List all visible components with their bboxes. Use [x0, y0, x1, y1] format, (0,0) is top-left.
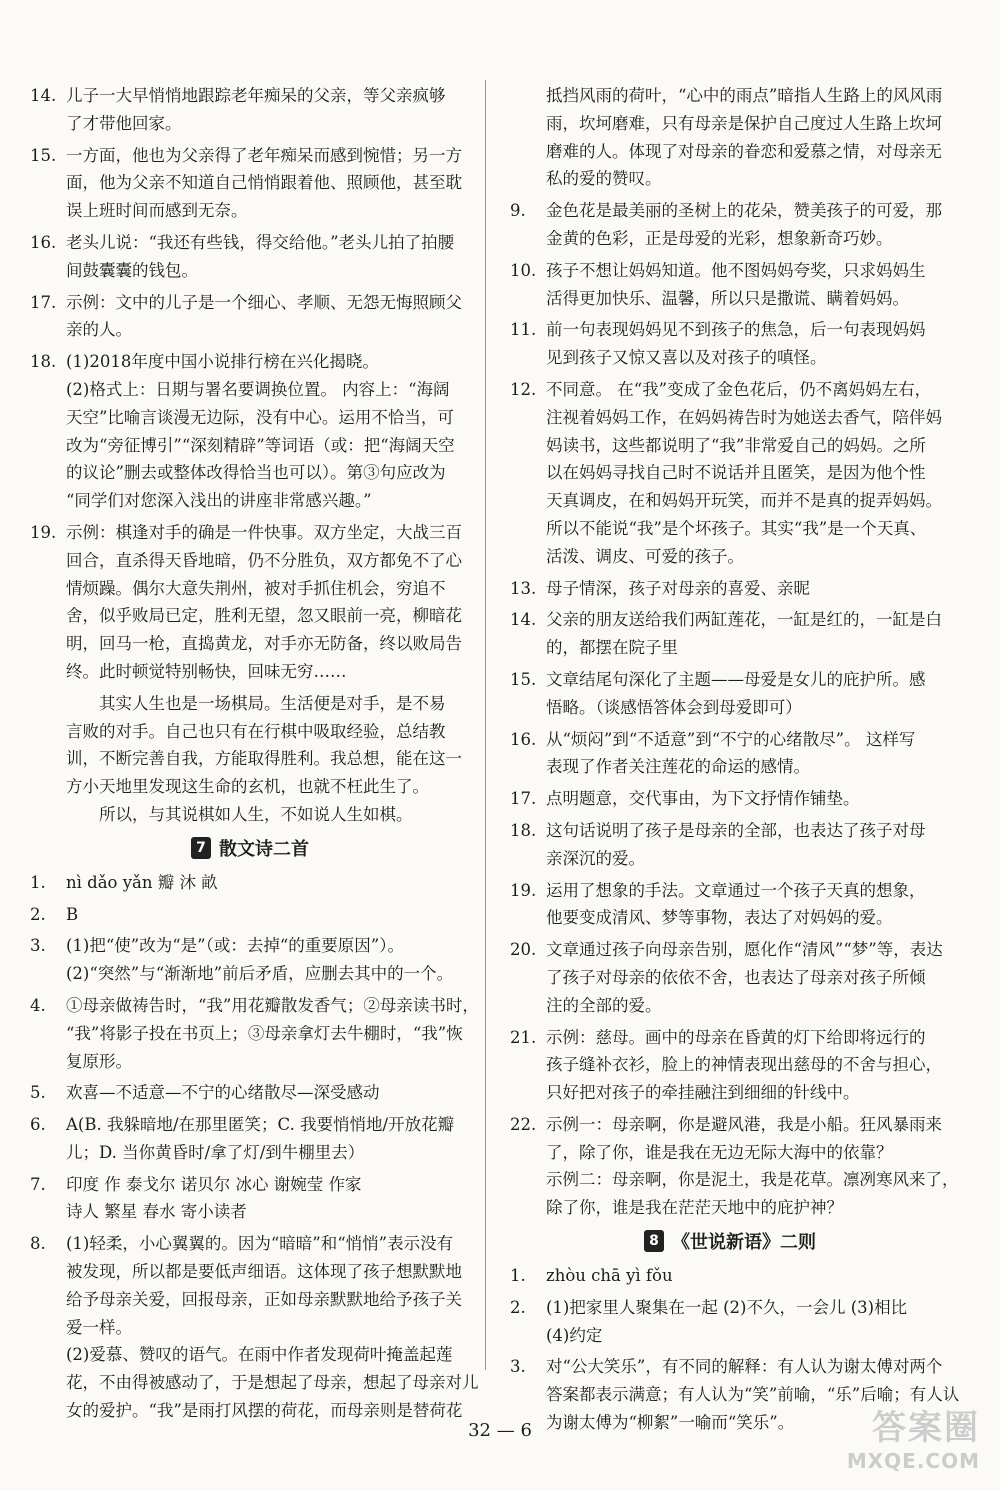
answer-number: 19. [30, 522, 57, 542]
answer-line: 老头儿说：“我还有些钱，得交给他。”老头儿拍了拍腰 [66, 232, 455, 252]
answer-line: 儿；D. 当你黄昏时/拿了灯/到牛棚里去） [66, 1142, 365, 1162]
answer-line: 天空”比喻言谈漫无边际，没有中心。运用不恰当，可 [66, 407, 454, 427]
answer-line: 情烦躁。偶尔大意失荆州，被对手抓住机会，穷追不 [66, 578, 446, 598]
answer-line: 给予母亲关爱，回报母亲，正如母亲默默地给予孩子关 [66, 1289, 462, 1309]
answer-line: 对“公大笑乐”，有不同的解释：有人认为谢太傅对两个 [546, 1357, 943, 1377]
section-number-badge: 8 [644, 1230, 664, 1252]
answer-line: (4)约定 [546, 1325, 603, 1345]
text-line: 抵挡风雨的荷叶，“心中的雨点”暗指人生路上的风风雨 [546, 86, 943, 105]
answer-line: 妈读书，这些都说明了“我”非常爱自己的妈妈。之所 [546, 435, 926, 455]
answer-item [30, 1230, 479, 1425]
section-number-badge: 7 [191, 837, 211, 859]
answer-line: (1)把家里人聚集在一起 (2)不久，一会儿 (3)相比 [546, 1297, 908, 1317]
answer-line: 所以不能说“我”是个坏孩子。其实“我”是一个天真、 [546, 518, 927, 538]
answer-line: zhòu chā yì fǒu [546, 1266, 673, 1286]
right-column [510, 82, 960, 1441]
answer-line: 亲深沉的爱。 [546, 848, 645, 868]
answer-line: 女的爱护。“我”是雨打风摆的荷花，而母亲则是替荷花 [66, 1401, 463, 1421]
answer-item [30, 901, 470, 929]
answer-number: 6. [30, 1115, 46, 1135]
answer-line: 不同意。 在“我”变成了金色花后，仍不离妈妈左右， [546, 379, 932, 399]
answer-line: 以在妈妈寻找自己时不说话并且匿笑，是因为他个性 [546, 463, 926, 483]
answer-number: 3. [30, 936, 46, 956]
column-divider [485, 80, 486, 1370]
text-line: 训，不断完善自我，方能取得胜利。我总想，能在这一 [66, 749, 462, 769]
answer-line: 的，都摆在院子里 [546, 638, 678, 658]
answer-item [510, 376, 950, 571]
answer-line: 只好把对孩子的牵挂融注到细细的针线中。 [546, 1083, 860, 1103]
answer-line: 欢喜—不适意—不宁的心绪散尽—深受感动 [66, 1083, 380, 1103]
answer-line: 复原形。 [66, 1051, 132, 1071]
answer-line: 示例：棋逢对手的确是一件快事。双方坐定，大战三百 [66, 522, 462, 542]
answer-item [510, 1262, 950, 1290]
answer-line: 悟略。（谈感悟答体会到母爱即可） [546, 697, 802, 717]
answer-item [510, 1294, 950, 1350]
answer-line: 他要变成清风、梦等事物，表达了对妈妈的爱。 [546, 908, 893, 928]
answer-item [510, 817, 950, 873]
answer-line: 明，回马一枪，直捣黄龙，对手亦无防备，终以败局告 [66, 634, 462, 654]
answer-line: ①母亲做祷告时，“我”用花瓣散发香气；②母亲读书时， [66, 995, 479, 1015]
answer-line: 父亲的朋友送给我们两缸莲花，一缸是红的，一缸是白 [546, 610, 942, 630]
answer-number: 9. [510, 201, 526, 221]
answer-number: 20. [510, 940, 537, 960]
answer-line: 舍，似乎败局已定，胜利无望，忽又眼前一亮，柳暗花 [66, 606, 462, 626]
answer-number: 4. [30, 995, 46, 1015]
answer-line: nì dǎo yǎn 瓣 沐 畝 [66, 872, 218, 892]
answer-line: 面，他为父亲不知道自己悄悄跟着他、照顾他，甚至耽 [66, 173, 462, 193]
watermark-url: MXQE.COM [846, 1449, 980, 1473]
answer-number: 18. [510, 820, 537, 840]
page-number: 32 — 6 [468, 1420, 532, 1441]
answer-number: 15. [510, 669, 537, 689]
answer-line: 活泼、调皮、可爱的孩子。 [546, 546, 744, 566]
essay-paragraph [30, 690, 470, 829]
answer-line: 运用了想象的手法。文章通过一个孩子天真的想象， [546, 880, 926, 900]
section-heading [510, 1226, 950, 1256]
left-column [30, 82, 479, 1429]
answer-number: 12. [510, 379, 537, 399]
answer-line: 终。此时顿觉特别畅快，回味无穷…… [66, 661, 347, 681]
answer-number: 7. [30, 1174, 46, 1194]
answer-line: 见到孩子又惊又喜以及对孩子的嗔怪。 [546, 348, 827, 368]
answer-line: 表现了作者关注莲花的命运的感情。 [546, 757, 810, 777]
answer-line: 点明题意，交代事由，为下文抒情作铺垫。 [546, 789, 860, 809]
answer-number: 3. [510, 1357, 526, 1377]
answer-number: 14. [510, 610, 537, 630]
continued-answer [510, 82, 950, 193]
answer-number: 8. [30, 1234, 46, 1254]
section-heading [30, 833, 470, 863]
answer-number: 19. [510, 880, 537, 900]
answer-item [30, 519, 470, 686]
answer-item [30, 82, 470, 138]
answer-number: 16. [510, 729, 537, 749]
answer-item [510, 257, 950, 313]
section-title: 散文诗二首 [219, 838, 309, 860]
answer-number: 5. [30, 1083, 46, 1103]
answer-item [30, 1111, 470, 1167]
answer-item [510, 785, 950, 813]
answer-line: (1)2018年度中国小说排行榜在兴化揭晓。 [66, 352, 379, 372]
answer-number: 2. [510, 1297, 526, 1317]
answer-item [510, 666, 950, 722]
answer-line: 文章结尾句深化了主题——母爱是女儿的庇护所。感 [546, 669, 926, 689]
answer-number: 14. [30, 86, 57, 105]
answer-line: A(B. 我躲暗地/在那里匿笑；C. 我要悄悄地/开放花瓣 [66, 1115, 455, 1135]
answer-item [510, 1111, 959, 1222]
answer-line: (1)轻柔，小心翼翼的。因为“暗暗”和“悄悄”表示没有 [66, 1234, 454, 1254]
answer-number: 17. [30, 292, 57, 312]
answer-item [30, 1079, 470, 1107]
answer-line: 孩子缝补衣衫，脸上的神情表现出慈母的不舍与担心， [546, 1055, 942, 1075]
answer-line: B [66, 904, 79, 924]
answer-line: “我”将影子投在书页上；③母亲拿灯去牛棚时，“我”恢 [66, 1023, 463, 1043]
text-line: 言败的对手。自己也只有在行棋中吸取经验，总结教 [66, 721, 446, 741]
text-line: 方小天地里发现这生命的玄机，也就不枉此生了。 [66, 777, 429, 797]
answer-item [510, 197, 950, 253]
answer-line: 花，不由得被感动了，于是想起了母亲，想起了母亲对儿 [66, 1373, 479, 1393]
answer-item [30, 932, 470, 988]
section-title: 《世说新语》二则 [672, 1232, 816, 1254]
answer-line: 金色花是最美丽的圣树上的花朵，赞美孩子的可爱，那 [546, 201, 942, 221]
answer-line: 儿子一大早悄悄地跟踪老年痴呆的父亲，等父亲疯够 [66, 86, 446, 105]
text-line: 所以，与其说棋如人生，不如说人生如棋。 [99, 804, 413, 824]
text-line: 雨，坎坷磨难，只有母亲是保护自己度过人生路上坎坷 [546, 113, 942, 133]
answer-line: 爱一样。 [66, 1317, 132, 1337]
answer-number: 11. [510, 320, 537, 340]
answer-item [510, 606, 950, 662]
answer-item [30, 869, 470, 897]
answer-line: 金黄的色彩，正是母爱的光彩，想象新奇巧妙。 [546, 228, 893, 248]
answer-line: 了才带他回家。 [66, 113, 182, 133]
answer-line: 答案都表示满意；有人认为“笑”前喻，“乐”后喻；有人认 [546, 1385, 960, 1405]
answer-item [30, 229, 470, 285]
answer-item [510, 316, 950, 372]
answer-number: 2. [30, 904, 46, 924]
answer-line: 天真调皮，在和妈妈开玩笑，而并不是真的捉弄妈妈。 [546, 491, 942, 511]
answer-item [30, 992, 479, 1075]
answer-line: (2)“突然”与“渐渐地”前后矛盾，应删去其中的一个。 [66, 964, 454, 984]
answer-line: 诗人 繁星 春水 寄小读者 [66, 1202, 247, 1222]
answer-line: 示例：文中的儿子是一个细心、孝顺、无怨无悔照顾父 [66, 292, 462, 312]
answer-item [510, 877, 950, 933]
answer-line: (2)格式上：日期与署名要调换位置。 内容上：“海阔 [66, 379, 450, 399]
answer-line: (2)爱慕、赞叹的语气。在雨中作者发现荷叶掩盖起莲 [66, 1345, 453, 1365]
watermark-text: 答案圈 [872, 1408, 980, 1448]
watermark-logo [790, 1400, 980, 1480]
answer-line: (1)把“使”改为“是”（或：去掉“的重要原因”）。 [66, 936, 404, 956]
answer-line: 印度 作 泰戈尔 诺贝尔 冰心 谢婉莹 作家 [66, 1174, 362, 1194]
answer-line: 示例二：母亲啊，你是泥土，我是花草。凛冽寒风来了， [546, 1170, 959, 1190]
answer-line: 误上班时间而感到无奈。 [66, 201, 248, 221]
answer-item [30, 348, 470, 515]
answer-item [510, 575, 950, 603]
answer-number: 1. [510, 1266, 526, 1286]
answer-item [510, 936, 950, 1019]
answer-line: 注视着妈妈工作，在妈妈祷告时为她送去香气，陪伴妈 [546, 407, 942, 427]
answer-line: 改为“旁征博引”“深刻精辟”等词语（或：把“海阔天空 [66, 435, 455, 455]
text-line: 其实人生也是一场棋局。生活便是对手，是不易 [99, 693, 446, 713]
answer-line: 示例：慈母。画中的母亲在昏黄的灯下给即将远行的 [546, 1027, 926, 1047]
answer-line: 注的全部的爱。 [546, 995, 662, 1015]
answer-number: 16. [30, 232, 57, 252]
answer-line: 回合，直杀得天昏地暗，仍不分胜负，双方都免不了心 [66, 550, 462, 570]
answer-item [510, 726, 950, 782]
answer-line: 孩子不想让妈妈知道。他不图妈妈夸奖，只求妈妈生 [546, 260, 926, 280]
answer-line: 了，除了你，谁是我在无边无际大海中的依靠？ [546, 1142, 893, 1162]
answer-line: 这句话说明了孩子是母亲的全部，也表达了孩子对母 [546, 820, 926, 840]
answer-line: 前一句表现妈妈见不到孩子的焦急，后一句表现妈妈 [546, 320, 926, 340]
answer-line: 一方面，他也为父亲得了老年痴呆而感到惋惜；另一方 [66, 145, 462, 165]
answer-item [30, 142, 470, 225]
answer-line: 除了你，谁是我在茫茫天地中的庇护神？ [546, 1198, 843, 1218]
answer-number: 21. [510, 1027, 537, 1047]
answer-item [510, 1024, 950, 1107]
answer-number: 13. [510, 578, 537, 598]
answer-number: 15. [30, 145, 57, 165]
answer-number: 22. [510, 1114, 537, 1134]
answer-number: 18. [30, 352, 57, 372]
answer-number: 10. [510, 260, 537, 280]
answer-line: 被发现，所以都是要低声细语。这体现了孩子想默默地 [66, 1262, 462, 1282]
answer-line: 从“烦闷”到“不适意”到“不宁的心绪散尽”。 这样写 [546, 729, 916, 749]
answer-line: 示例一：母亲啊，你是避风港，我是小船。狂风暴雨来 [546, 1114, 942, 1134]
answer-line: 了孩子对母亲的依依不舍，也表达了母亲对孩子所倾 [546, 967, 926, 987]
answer-line: 亲的人。 [66, 320, 132, 340]
answer-line: 的议论”删去或整体改得恰当也可以）。第③句应改为 [66, 463, 446, 483]
answer-number: 1. [30, 872, 46, 892]
answer-line: 活得更加快乐、温馨，所以只是撒谎、瞒着妈妈。 [546, 288, 909, 308]
answer-line: 母子情深，孩子对母亲的喜爱、亲昵 [546, 578, 810, 598]
answer-item [30, 289, 470, 345]
answer-line: 文章通过孩子向母亲告别，愿化作“清风”“梦”等，表达 [546, 940, 943, 960]
text-line: 私的爱的赞叹。 [546, 169, 662, 189]
answer-line: “同学们对您深入浅出的讲座非常感兴趣。” [66, 491, 372, 511]
answer-line: 为谢太傅为“柳絮”一喻而“笑乐”。 [546, 1413, 795, 1433]
text-line: 磨难的人。体现了对母亲的眷恋和爱慕之情，对母亲无 [546, 141, 942, 161]
answer-line: 间鼓囊囊的钱包。 [66, 260, 198, 280]
answer-item [30, 1171, 470, 1227]
answer-number: 17. [510, 789, 537, 809]
